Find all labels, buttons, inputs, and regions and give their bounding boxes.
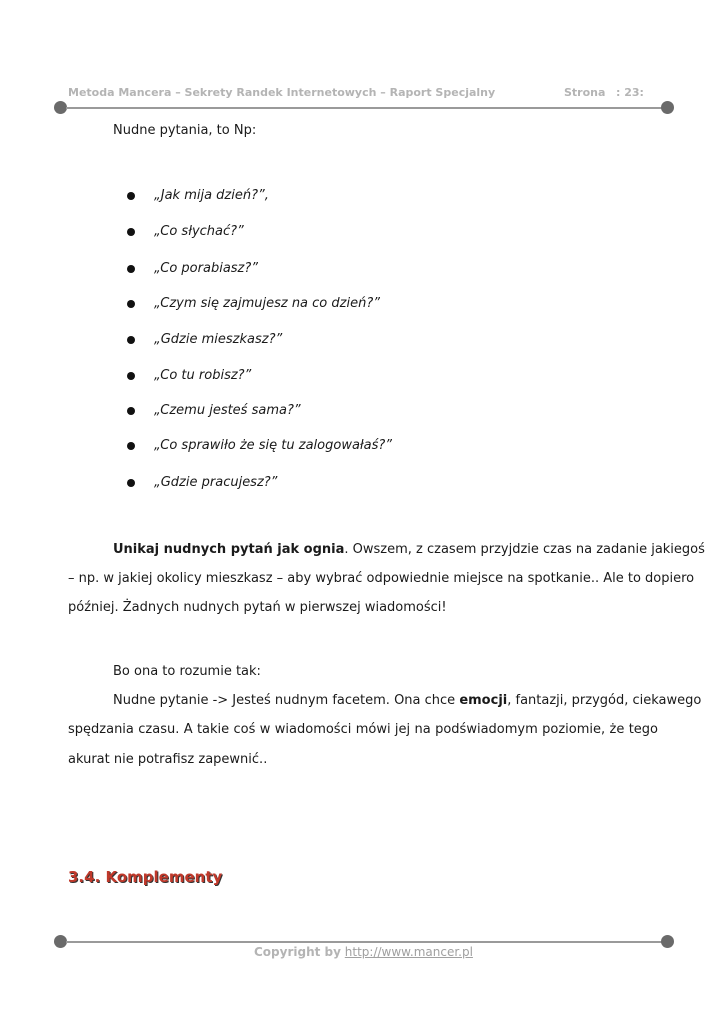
page-header	[68, 86, 668, 106]
list-item-text: „Co sprawiło że się tu zalogowałaś?”	[154, 438, 393, 453]
list-item-text: „Co słychać?”	[154, 224, 244, 239]
bullet-icon	[127, 228, 135, 236]
header-rule	[66, 107, 662, 109]
list-item-text: „Co porabiasz?”	[154, 261, 259, 276]
paragraph-3-bold: emocji	[459, 693, 508, 708]
paragraph-1-line-2: – np. w jakiej okolicy mieszkasz – aby wybrać odpowiednie miejsce na spotkanie.. Ale to dopiero	[68, 571, 695, 586]
header-page-label: Strona	[564, 86, 606, 99]
footer-rule	[66, 941, 662, 943]
intro-text: Nudne pytania, to Np:	[113, 123, 257, 138]
bullet-icon	[127, 407, 135, 415]
list-item-text: „Czym się zajmujesz na co dzień?”	[154, 296, 380, 311]
footer-right-dot	[661, 935, 674, 948]
paragraph-3-line-1	[113, 692, 702, 710]
paragraph-3-line-2: spędzania czasu. A takie coś w wiadomości mówi jej na podświadomym poziomie, że tego	[68, 722, 658, 737]
paragraph-1-line-3: później. Żadnych nudnych pytań w pierwszej wiadomości!	[68, 600, 447, 615]
section-heading: 3.4. Komplementy	[68, 868, 223, 886]
list-item-text: „Czemu jesteś sama?”	[154, 403, 301, 418]
list-item	[127, 297, 427, 315]
paragraph-3-line-1-start: Nudne pytanie -> Jesteś nudnym facetem. Ona chce	[113, 693, 460, 708]
paragraph-1-bold: Unikaj nudnych pytań jak ognia	[113, 542, 345, 557]
header-page-number: : 23:	[616, 86, 644, 99]
list-item	[127, 476, 427, 494]
list-item	[127, 189, 427, 207]
bullet-icon	[127, 192, 135, 200]
list-item-text: „Gdzie pracujesz?”	[154, 475, 278, 490]
paragraph-3-line-1-rest: , fantazji, przygód, ciekawego	[507, 693, 702, 708]
list-item	[127, 439, 427, 457]
list-item	[127, 225, 427, 243]
list-item	[127, 369, 427, 387]
paragraph-3-line-3: akurat nie potrafisz zapewnić..	[68, 752, 268, 767]
paragraph-1-line-1-rest: . Owszem, z czasem przyjdzie czas na zadanie jakiegoś	[344, 542, 705, 557]
header-title: Metoda Mancera – Sekrety Randek Internetowych – Raport Specjalny	[68, 86, 496, 99]
bullet-icon	[127, 336, 135, 344]
list-item	[127, 262, 427, 280]
bullet-icon	[127, 265, 135, 273]
list-item-text: „Jak mija dzień?”,	[154, 188, 269, 203]
footer-copyright-label: Copyright by	[254, 945, 341, 959]
list-item-text: „Gdzie mieszkasz?”	[154, 332, 283, 347]
list-item	[127, 404, 427, 422]
list-item	[127, 333, 427, 351]
bullet-icon	[127, 479, 135, 487]
bullet-icon	[127, 442, 135, 450]
bullet-icon	[127, 300, 135, 308]
footer-link[interactable]: http://www.mancer.pl	[344, 945, 473, 959]
page-footer	[254, 945, 473, 959]
list-item-text: „Co tu robisz?”	[154, 368, 252, 383]
paragraph-2: Bo ona to rozumie tak:	[113, 664, 261, 679]
header-right-dot	[661, 101, 674, 114]
paragraph-1-line-1	[113, 541, 705, 559]
bullet-icon	[127, 372, 135, 380]
